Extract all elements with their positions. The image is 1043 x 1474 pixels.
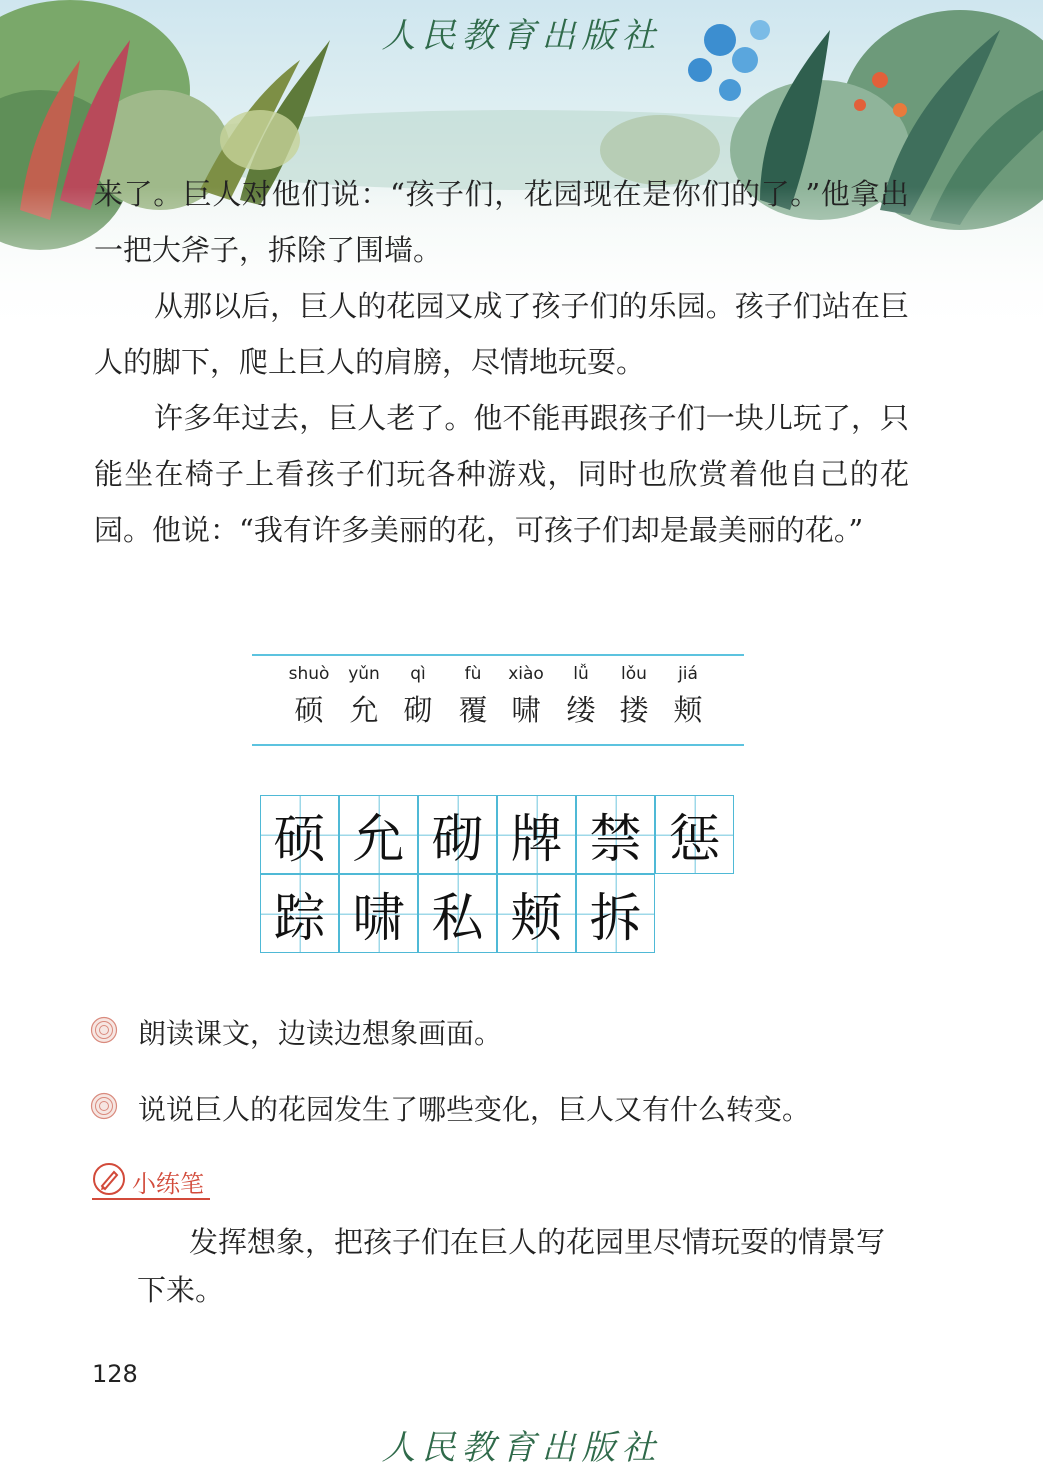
- paragraph: 来了。巨人对他们说：“孩子们，花园现在是你们的了。”他拿出一把大斧子，拆除了围墙。: [94, 177, 909, 267]
- pinyin-word: [606, 664, 662, 729]
- practice-heading: [92, 1160, 212, 1200]
- pinyin: lǚ: [573, 664, 589, 684]
- publisher-footer: 人民教育出版社: [381, 1428, 662, 1468]
- paragraph: 许多年过去，巨人老了。他不能再跟孩子们一块儿玩了，只能坐在椅子上看孩子们玩各种游戏，同时也欣赏着他自己的花园。他说：“我有许多美丽的花，可孩子们却是最美丽的花。”: [94, 401, 909, 547]
- hanzi: 允: [349, 693, 379, 727]
- hanzi: 颊: [673, 693, 703, 727]
- pinyin-word: [445, 664, 501, 729]
- pinyin-word: [390, 664, 446, 729]
- pinyin-word: [336, 664, 392, 729]
- hanzi: 啸: [511, 693, 541, 727]
- hanzi: 搂: [619, 693, 649, 727]
- grid-cell: 私: [418, 874, 497, 953]
- practice-text: [137, 1218, 909, 1314]
- pinyin: xiào: [508, 664, 544, 684]
- story-text: [94, 166, 909, 558]
- grid-cell: 踪: [260, 874, 339, 953]
- grid-cell: 啸: [339, 874, 418, 953]
- publisher-header: 人民教育出版社: [381, 16, 662, 56]
- grid-cell: 允: [339, 795, 418, 874]
- grid-cell: 惩: [655, 795, 734, 874]
- grid-cell: 禁: [576, 795, 655, 874]
- question-text: 朗读课文，边读边想象画面。: [138, 1017, 503, 1050]
- grid-cell: 硕: [260, 795, 339, 874]
- spiral-badge-icon: [90, 1092, 118, 1120]
- pen-icon: [92, 1162, 126, 1196]
- grid-cell: 砌: [418, 795, 497, 874]
- pinyin: fù: [464, 664, 482, 684]
- practice-underline: [92, 1198, 210, 1200]
- grid-cell: 牌: [497, 795, 576, 874]
- grid-cell: 拆: [576, 874, 655, 953]
- hanzi: 缕: [566, 693, 596, 727]
- pinyin-vocabulary-strip: [252, 654, 744, 746]
- practice-paragraph: 发挥想象，把孩子们在巨人的花园里尽情玩耍的情景写下来。: [137, 1225, 886, 1307]
- pinyin: jiá: [678, 664, 698, 684]
- paragraph: 从那以后，巨人的花园又成了孩子们的乐园。孩子们站在巨人的脚下，爬上巨人的肩膀，尽情地玩耍。: [94, 289, 909, 379]
- pinyin-word: [660, 664, 716, 729]
- pinyin: yǔn: [348, 664, 380, 684]
- pinyin: lǒu: [621, 664, 647, 684]
- pinyin: shuò: [288, 664, 330, 684]
- hanzi: 硕: [294, 693, 324, 727]
- practice-label: 小练笔: [132, 1170, 204, 1198]
- spiral-badge-icon: [90, 1016, 118, 1044]
- page-number: 128: [92, 1360, 138, 1388]
- pinyin-word: [498, 664, 554, 729]
- pinyin-word: [553, 664, 609, 729]
- hanzi: 覆: [458, 693, 488, 727]
- pinyin-word: [281, 664, 337, 729]
- question-text: 说说巨人的花园发生了哪些变化，巨人又有什么转变。: [138, 1093, 811, 1126]
- pinyin: qì: [410, 664, 426, 684]
- grid-cell: 颊: [497, 874, 576, 953]
- hanzi: 砌: [403, 693, 433, 727]
